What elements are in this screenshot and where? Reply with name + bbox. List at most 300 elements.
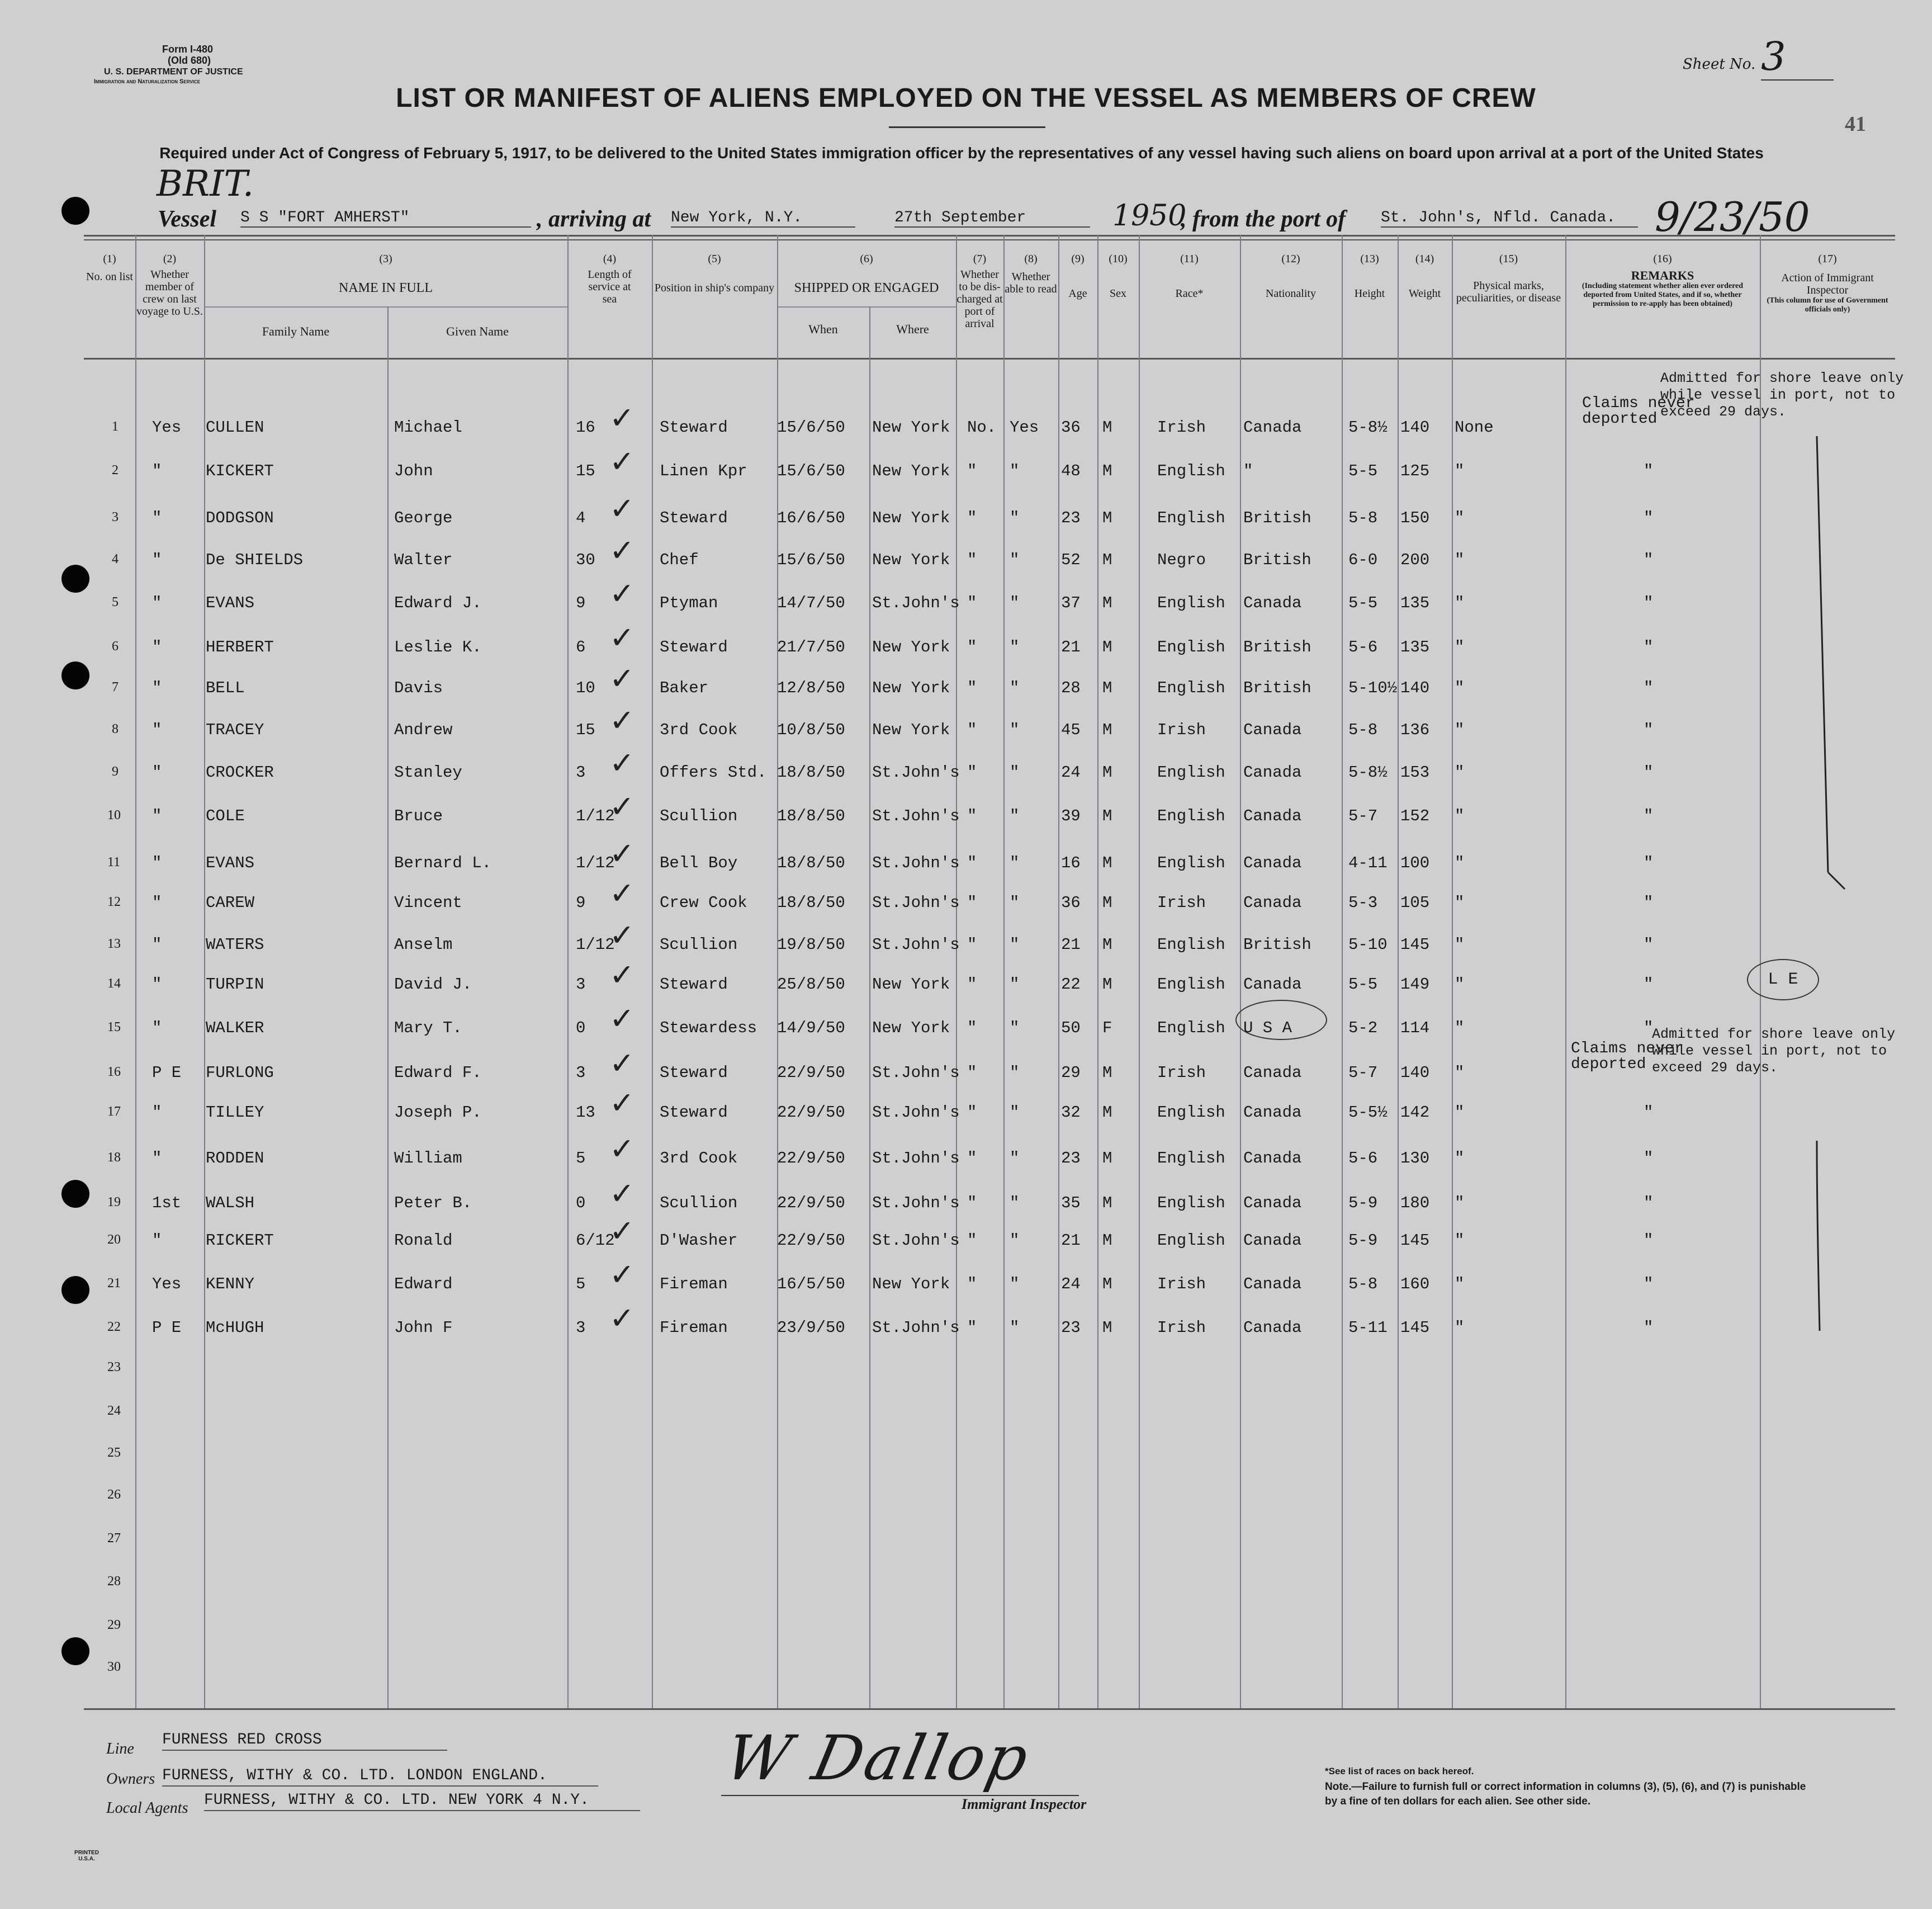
last-voyage-cell: Yes [152, 418, 182, 437]
race-cell: Negro [1157, 551, 1206, 569]
sheet-number: 3 [1761, 34, 1834, 81]
checkmark-icon: ✓ [609, 444, 635, 479]
service-length-cell: 13 [576, 1103, 595, 1122]
col11-header: (11) Race* [1175, 253, 1204, 300]
row-number: 18 [107, 1150, 121, 1165]
race-cell: English [1157, 935, 1225, 954]
family-name-cell: TRACEY [206, 721, 264, 739]
service-length-cell: 6/12 [576, 1231, 615, 1250]
able-to-read-cell: " [1010, 1149, 1020, 1168]
checkmark-icon: ✓ [609, 491, 635, 526]
race-cell: Irish [1157, 1064, 1206, 1082]
punch-hole [61, 1276, 89, 1304]
given-name-cell: Stanley [394, 763, 462, 782]
position-cell: Steward [660, 1103, 728, 1122]
shipped-where-cell: St.John's [872, 1194, 960, 1212]
row-number: 12 [107, 895, 121, 909]
given-name-cell: Edward F. [394, 1064, 482, 1082]
able-to-read-cell: " [1010, 721, 1020, 739]
age-cell: 21 [1061, 935, 1081, 954]
checkmark-icon: ✓ [609, 1176, 635, 1211]
discharge-cell: " [967, 1231, 977, 1250]
shipped-when-cell: 15/6/50 [777, 551, 845, 569]
service-length-cell: 5 [576, 1149, 586, 1168]
last-voyage-cell: " [152, 594, 162, 612]
family-name-cell: De SHIELDS [206, 551, 304, 569]
family-name-cell: WALKER [206, 1019, 264, 1037]
row-number: 3 [112, 510, 119, 524]
handwritten-date: 9/23/50 [1655, 193, 1810, 240]
fine-note: Note.—Failure to furnish full or correct information in columns (3), (5), (6), and (7) is punishable by a fine of ten dollars for each alien. See other side. [1325, 1781, 1806, 1807]
sex-cell: M [1102, 721, 1112, 739]
age-cell: 39 [1061, 807, 1081, 825]
physical-marks-cell: " [1455, 807, 1465, 825]
shipped-where-cell: New York [872, 509, 950, 527]
shipped-when-cell: 22/9/50 [777, 1149, 845, 1168]
race-cell: English [1157, 638, 1225, 656]
shore-leave-stamp: Admitted for shore leave only while vessel in port, not to exceed 29 days. [1652, 1026, 1896, 1076]
last-voyage-cell: P E [152, 1319, 182, 1337]
sex-cell: M [1102, 1231, 1112, 1250]
weight-cell: 135 [1400, 594, 1430, 612]
shipped-where-cell: St.John's [872, 935, 960, 954]
checkmark-icon: ✓ [609, 745, 635, 781]
family-name-cell: TILLEY [206, 1103, 264, 1122]
position-cell: Fireman [660, 1275, 728, 1293]
given-name-cell: Andrew [394, 721, 453, 739]
position-cell: Steward [660, 638, 728, 656]
vessel-label: Vessel [158, 206, 216, 232]
service-length-cell: 0 [576, 1194, 586, 1212]
nationality-cell: Canada [1243, 854, 1302, 872]
remarks-cell: " [1644, 1275, 1654, 1293]
family-name-cell: FURLONG [206, 1064, 274, 1082]
arrival-year: 1950 [1112, 199, 1187, 233]
discharge-cell: " [967, 763, 977, 782]
remarks-cell: " [1644, 509, 1654, 527]
discharge-cell: " [967, 1064, 977, 1082]
bracket-line-icon [1783, 414, 1850, 1342]
col7-header: (7) Whether to be dis- charged at port of arrival [956, 253, 1003, 330]
weight-cell: 140 [1400, 679, 1430, 697]
checkmark-icon: ✓ [609, 1046, 635, 1081]
row-number: 19 [107, 1195, 121, 1209]
height-cell: 5-8 [1348, 1275, 1378, 1293]
punch-hole [61, 1637, 89, 1665]
arriving-label: , arriving at [537, 206, 651, 232]
remarks-cell: " [1644, 975, 1654, 994]
given-name-cell: Bernard L. [394, 854, 492, 872]
shipped-when-cell: 18/8/50 [777, 763, 845, 782]
shore-leave-stamp: Admitted for shore leave only while vessel in port, not to exceed 29 days. [1660, 370, 1904, 420]
shipped-when-cell: 22/9/50 [777, 1064, 845, 1082]
remarks-cell: " [1644, 1194, 1654, 1212]
physical-marks-cell: " [1455, 1019, 1465, 1037]
nationality-cell: British [1243, 935, 1311, 954]
age-cell: 16 [1061, 854, 1081, 872]
able-to-read-cell: " [1010, 509, 1020, 527]
race-cell: English [1157, 1103, 1225, 1122]
position-cell: Steward [660, 418, 728, 437]
line-label: Line [106, 1740, 134, 1757]
race-cell: English [1157, 1194, 1225, 1212]
discharge-cell: " [967, 894, 977, 912]
race-cell: Irish [1157, 721, 1206, 739]
nationality-cell: Canada [1243, 975, 1302, 994]
race-cell: English [1157, 462, 1225, 480]
age-cell: 23 [1061, 509, 1081, 527]
discharge-cell: " [967, 721, 977, 739]
checkmark-icon: ✓ [609, 957, 635, 993]
service-length-cell: 10 [576, 679, 595, 697]
race-cell: English [1157, 854, 1225, 872]
race-cell: Irish [1157, 1275, 1206, 1293]
col6-header: (6) SHIPPED OR ENGAGED [794, 253, 939, 295]
col5-header: (5) Position in ship's company [654, 253, 775, 294]
last-voyage-cell: " [152, 975, 162, 994]
height-cell: 5-7 [1348, 1064, 1378, 1082]
last-voyage-cell: P E [152, 1064, 182, 1082]
discharge-cell: " [967, 1149, 977, 1168]
age-cell: 22 [1061, 975, 1081, 994]
row-number: 17 [107, 1104, 121, 1119]
shipped-when-cell: 15/6/50 [777, 462, 845, 480]
last-voyage-cell: " [152, 551, 162, 569]
race-cell: English [1157, 1149, 1225, 1168]
physical-marks-cell: None [1455, 418, 1494, 437]
shipped-when-cell: 12/8/50 [777, 679, 845, 697]
nationality-cell: Canada [1243, 1103, 1302, 1122]
last-voyage-cell: " [152, 1019, 162, 1037]
remarks-cell: " [1644, 1231, 1654, 1250]
usa-circle-mark [1235, 1000, 1327, 1040]
checkmark-icon: ✓ [609, 876, 635, 911]
discharge-cell: " [967, 854, 977, 872]
row-number: 1 [112, 419, 119, 434]
able-to-read-cell: " [1010, 551, 1020, 569]
race-cell: Irish [1157, 418, 1206, 437]
shipped-where-cell: St.John's [872, 894, 960, 912]
punch-hole [61, 565, 89, 593]
remarks-cell: " [1644, 594, 1654, 612]
height-cell: 5-10 [1348, 935, 1388, 954]
weight-cell: 100 [1400, 854, 1430, 872]
row-number: 14 [107, 976, 121, 991]
able-to-read-cell: " [1010, 679, 1020, 697]
service-name: Immigration and Naturalization Service [94, 78, 201, 85]
race-cell: Irish [1157, 1319, 1206, 1337]
discharge-cell: " [967, 1275, 977, 1293]
col3-given-header: Given Name [446, 324, 509, 338]
row-number: 30 [107, 1660, 121, 1674]
given-name-cell: Vincent [394, 894, 462, 912]
age-cell: 29 [1061, 1064, 1081, 1082]
able-to-read-cell: " [1010, 894, 1020, 912]
sex-cell: M [1102, 462, 1112, 480]
height-cell: 4-11 [1348, 854, 1388, 872]
punch-hole [61, 197, 89, 225]
discharge-cell: " [967, 1019, 977, 1037]
shipped-where-cell: St.John's [872, 1103, 960, 1122]
nationality-cell: U S A [1243, 1019, 1292, 1037]
title-rule [889, 126, 1045, 128]
position-cell: Crew Cook [660, 894, 747, 912]
height-cell: 5-5 [1348, 462, 1378, 480]
position-cell: Ptyman [660, 594, 718, 612]
col12-header: (12) Nationality [1266, 253, 1316, 300]
remarks-cell: " [1644, 1149, 1654, 1168]
service-length-cell: 3 [576, 763, 586, 782]
family-name-cell: CULLEN [206, 418, 264, 437]
shipped-when-cell: 18/8/50 [777, 807, 845, 825]
age-cell: 37 [1061, 594, 1081, 612]
owners-value: FURNESS, WITHY & CO. LTD. LONDON ENGLAND. [162, 1767, 598, 1787]
age-cell: 28 [1061, 679, 1081, 697]
row-number: 5 [112, 595, 119, 609]
last-voyage-cell: " [152, 763, 162, 782]
height-cell: 5-6 [1348, 1149, 1378, 1168]
checkmark-icon: ✓ [609, 1213, 635, 1249]
height-cell: 5-3 [1348, 894, 1378, 912]
service-length-cell: 5 [576, 1275, 586, 1293]
able-to-read-cell: " [1010, 935, 1020, 954]
position-cell: Steward [660, 975, 728, 994]
weight-cell: 145 [1400, 1319, 1430, 1337]
physical-marks-cell: " [1455, 1149, 1465, 1168]
physical-marks-cell: " [1455, 854, 1465, 872]
physical-marks-cell: " [1455, 462, 1465, 480]
height-cell: 5-11 [1348, 1319, 1388, 1337]
service-length-cell: 9 [576, 894, 586, 912]
service-length-cell: 3 [576, 975, 586, 994]
able-to-read-cell: " [1010, 462, 1020, 480]
weight-cell: 142 [1400, 1103, 1430, 1122]
row-number: 7 [112, 680, 119, 694]
row-number: 9 [112, 764, 119, 779]
remarks-cell: " [1644, 1319, 1654, 1337]
height-cell: 5-9 [1348, 1194, 1378, 1212]
shipped-when-cell: 18/8/50 [777, 894, 845, 912]
race-cell: English [1157, 1019, 1225, 1037]
remarks-cell: " [1644, 679, 1654, 697]
age-cell: 24 [1061, 1275, 1081, 1293]
family-name-cell: HERBERT [206, 638, 274, 656]
le-circled-mark: L E [1747, 959, 1819, 1000]
position-cell: Stewardess [660, 1019, 757, 1037]
remarks-cell: " [1644, 551, 1654, 569]
given-name-cell: Michael [394, 418, 462, 437]
discharge-cell: No. [967, 418, 997, 437]
given-name-cell: George [394, 509, 453, 527]
family-name-cell: RICKERT [206, 1231, 274, 1250]
nationality-cell: Canada [1243, 1231, 1302, 1250]
service-length-cell: 3 [576, 1064, 586, 1082]
physical-marks-cell: " [1455, 1231, 1465, 1250]
remarks-cell: " [1644, 462, 1654, 480]
able-to-read-cell: " [1010, 1231, 1020, 1250]
nationality-cell: Canada [1243, 807, 1302, 825]
arrival-port: New York, N.Y. [671, 209, 855, 228]
height-cell: 5-2 [1348, 1019, 1378, 1037]
arrival-date: 27th September [894, 209, 1090, 228]
weight-cell: 149 [1400, 975, 1430, 994]
height-cell: 5-6 [1348, 638, 1378, 656]
shipped-where-cell: New York [872, 679, 950, 697]
department: U. S. DEPARTMENT OF JUSTICE [104, 67, 243, 77]
physical-marks-cell: " [1455, 721, 1465, 739]
race-cell: English [1157, 975, 1225, 994]
given-name-cell: Ronald [394, 1231, 453, 1250]
col6-where-header: Where [896, 322, 929, 336]
given-name-cell: Bruce [394, 807, 443, 825]
shipped-when-cell: 23/9/50 [777, 1319, 845, 1337]
family-name-cell: WALSH [206, 1194, 255, 1212]
remarks-cell: " [1644, 763, 1654, 782]
col6-when-header: When [808, 322, 838, 336]
age-cell: 23 [1061, 1149, 1081, 1168]
shipped-where-cell: New York [872, 462, 950, 480]
family-name-cell: CAREW [206, 894, 255, 912]
height-cell: 5-8½ [1348, 418, 1388, 437]
nationality-cell: British [1243, 679, 1311, 697]
checkmark-icon: ✓ [609, 1085, 635, 1121]
departure-port: St. John's, Nfld. Canada. [1381, 209, 1638, 228]
last-voyage-cell: " [152, 854, 162, 872]
age-cell: 23 [1061, 1319, 1081, 1337]
position-cell: 3rd Cook [660, 1149, 738, 1168]
race-cell: English [1157, 1231, 1225, 1250]
agents-label: Local Agents [106, 1799, 188, 1817]
weight-cell: 152 [1400, 807, 1430, 825]
age-cell: 48 [1061, 462, 1081, 480]
nationality-cell: Canada [1243, 1149, 1302, 1168]
shipped-where-cell: St.John's [872, 1064, 960, 1082]
inspector-signature: W Dallop [719, 1722, 1037, 1794]
physical-marks-cell: " [1455, 638, 1465, 656]
shipped-when-cell: 14/7/50 [777, 594, 845, 612]
shipped-where-cell: New York [872, 551, 950, 569]
discharge-cell: " [967, 638, 977, 656]
service-length-cell: 1/12 [576, 807, 615, 825]
position-cell: Chef [660, 551, 699, 569]
nationality-cell: British [1243, 551, 1311, 569]
shipped-when-cell: 15/6/50 [777, 418, 845, 437]
sex-cell: M [1102, 763, 1112, 782]
checkmark-icon: ✓ [609, 836, 635, 871]
nationality-cell: Canada [1243, 418, 1302, 437]
remarks-cell: " [1644, 638, 1654, 656]
weight-cell: 140 [1400, 1064, 1430, 1082]
shipped-when-cell: 22/9/50 [777, 1103, 845, 1122]
race-cell: English [1157, 509, 1225, 527]
race-cell: English [1157, 807, 1225, 825]
checkmark-icon: ✓ [609, 533, 635, 568]
nationality-cell: Canada [1243, 1194, 1302, 1212]
row-number: 20 [107, 1232, 121, 1247]
remarks-cell: " [1644, 1019, 1654, 1037]
col15-header: (15) Physical marks, peculiarities, or disease [1456, 253, 1561, 304]
family-name-cell: RODDEN [206, 1149, 264, 1168]
sex-cell: M [1102, 854, 1112, 872]
weight-cell: 135 [1400, 638, 1430, 656]
shipped-where-cell: St.John's [872, 1149, 960, 1168]
shipped-when-cell: 16/5/50 [777, 1275, 845, 1293]
punch-hole [61, 1180, 89, 1208]
weight-cell: 145 [1400, 935, 1430, 954]
col13-header: (13) Height [1354, 253, 1385, 300]
able-to-read-cell: Yes [1010, 418, 1039, 437]
shipped-where-cell: New York [872, 418, 950, 437]
remarks-cell: " [1644, 721, 1654, 739]
weight-cell: 145 [1400, 1231, 1430, 1250]
position-cell: Steward [660, 1064, 728, 1082]
weight-cell: 136 [1400, 721, 1430, 739]
weight-cell: 200 [1400, 551, 1430, 569]
agents-value: FURNESS, WITHY & CO. LTD. NEW YORK 4 N.Y. [204, 1792, 640, 1811]
family-name-cell: KENNY [206, 1275, 255, 1293]
col4-header: (4) Length of service at sea [588, 253, 632, 305]
row-number: 8 [112, 722, 119, 736]
shipped-where-cell: St.John's [872, 1231, 960, 1250]
service-length-cell: 9 [576, 594, 586, 612]
nationality-cell: " [1243, 462, 1253, 480]
sex-cell: M [1102, 418, 1112, 437]
position-cell: Scullion [660, 1194, 738, 1212]
sex-cell: M [1102, 894, 1112, 912]
nationality-cell: Canada [1243, 1319, 1302, 1337]
line-value: FURNESS RED CROSS [162, 1731, 447, 1751]
physical-marks-cell: " [1455, 679, 1465, 697]
sheet-label: Sheet No. [1683, 56, 1756, 73]
physical-marks-cell: " [1455, 1319, 1465, 1337]
given-name-cell: John F [394, 1319, 453, 1337]
able-to-read-cell: " [1010, 1275, 1020, 1293]
row-number: 28 [107, 1574, 121, 1589]
document-title: LIST OR MANIFEST OF ALIENS EMPLOYED ON THE VESSEL AS MEMBERS OF CREW [396, 83, 1536, 113]
able-to-read-cell: " [1010, 807, 1020, 825]
physical-marks-cell: " [1455, 551, 1465, 569]
sex-cell: M [1102, 509, 1112, 527]
position-cell: D'Washer [660, 1231, 738, 1250]
page-number: 41 [1845, 112, 1866, 136]
last-voyage-cell: " [152, 935, 162, 954]
physical-marks-cell: " [1455, 1275, 1465, 1293]
row-number: 25 [107, 1445, 121, 1460]
weight-cell: 140 [1400, 418, 1430, 437]
row-number: 13 [107, 937, 121, 951]
physical-marks-cell: " [1455, 935, 1465, 954]
checkmark-icon: ✓ [609, 400, 635, 436]
sex-cell: M [1102, 1194, 1112, 1212]
race-cell: English [1157, 679, 1225, 697]
discharge-cell: " [967, 509, 977, 527]
last-voyage-cell: " [152, 509, 162, 527]
physical-marks-cell: " [1455, 1194, 1465, 1212]
row-number: 23 [107, 1360, 121, 1374]
shipped-where-cell: New York [872, 721, 950, 739]
family-name-cell: CROCKER [206, 763, 274, 782]
sex-cell: F [1102, 1019, 1112, 1037]
discharge-cell: " [967, 935, 977, 954]
discharge-cell: " [967, 679, 977, 697]
shipped-where-cell: New York [872, 1019, 950, 1037]
able-to-read-cell: " [1010, 594, 1020, 612]
col16-header: (16) REMARKS (Including statement whether alien ever ordered deported from United States, and if so, whether permission to re-apply has been obtained) [1581, 253, 1744, 308]
given-name-cell: William [394, 1149, 462, 1168]
height-cell: 5-8 [1348, 509, 1378, 527]
printer-mark: PRINTED U.S.A. [74, 1850, 99, 1862]
service-length-cell: 30 [576, 551, 595, 569]
